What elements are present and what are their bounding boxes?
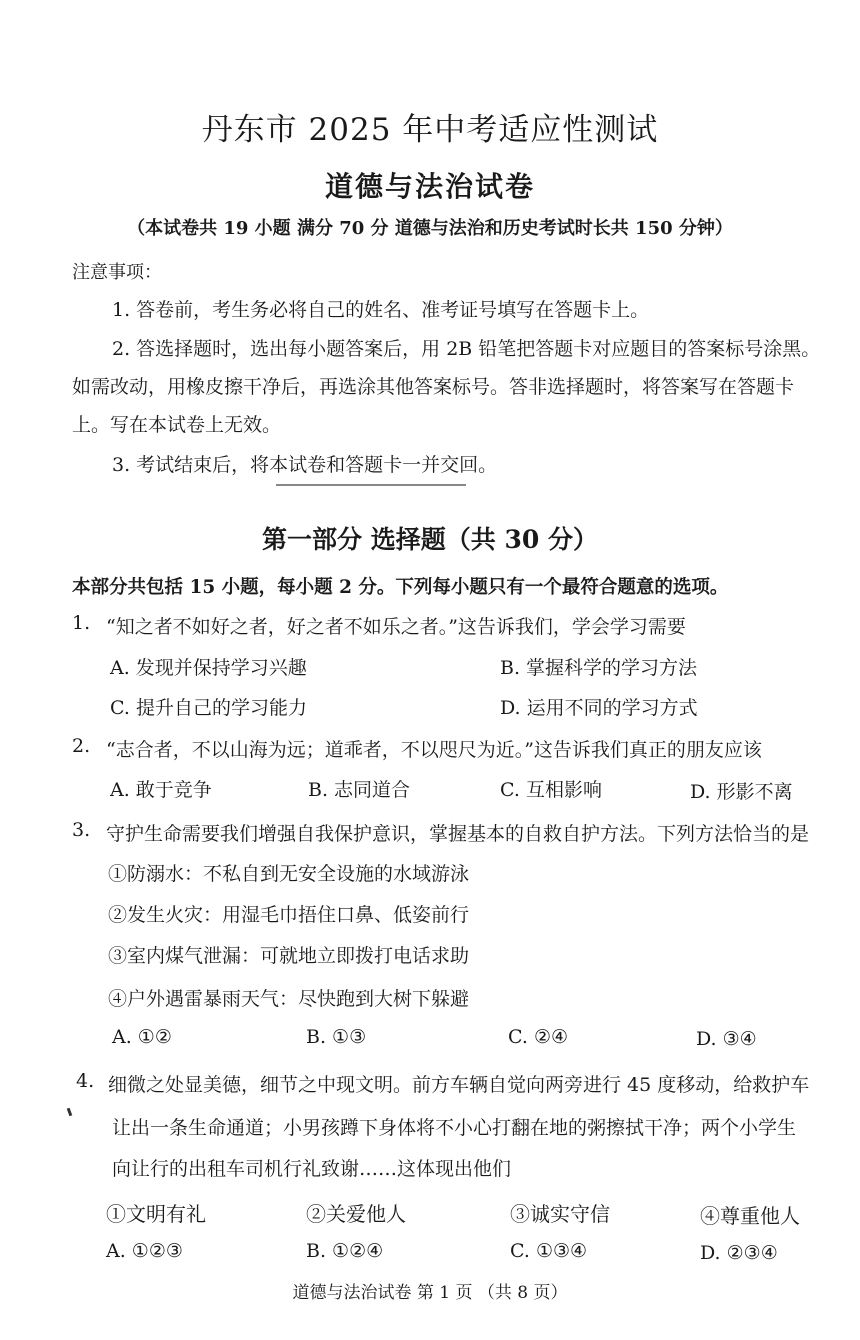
page-footer: 道德与法治试卷 第 1 页 （共 8 页） — [292, 1283, 568, 1303]
q3-statement-1: ①防溺水：不私自到无安全设施的水域游泳 — [108, 863, 470, 885]
q3-statement-3: ③室内煤气泄漏：可就地立即拨打电话求助 — [108, 945, 470, 967]
divider-line — [276, 484, 466, 486]
subject-title: 道德与法治试卷 — [324, 170, 535, 203]
notice-item-1: 1. 答卷前，考生务必将自己的姓名、准考证号填写在答题卡上。 — [112, 299, 650, 321]
q3-option-b: B. ①③ — [306, 1026, 367, 1048]
q3-option-c: C. ②④ — [508, 1026, 569, 1048]
notice-item-2-line-3: 上。写在本试卷上无效。 — [72, 414, 282, 436]
q1-number: 1. — [72, 612, 91, 634]
exam-title: 丹东市 2025 年中考适应性测试 — [201, 112, 659, 148]
q4-statement-4: ④尊重他人 — [700, 1204, 800, 1228]
q4-stem-line-1: 细微之处显美德，细节之中现文明。前方车辆自觉向两旁进行 45 度移动，给救护车 — [108, 1074, 810, 1096]
notice-item-3: 3. 考试结束后，将本试卷和答题卡一并交回。 — [112, 454, 498, 476]
q2-option-b: B. 志同道合 — [308, 779, 411, 801]
q3-stem: 守护生命需要我们增强自我保护意识，掌握基本的自救自护方法。下列方法恰当的是 — [106, 823, 810, 845]
q3-number: 3. — [72, 819, 91, 841]
exam-info: （本试卷共 19 小题 满分 70 分 道德与法治和历史考试时长共 150 分钟） — [127, 218, 733, 239]
q2-option-c: C. 互相影响 — [500, 779, 602, 801]
q4-option-d: D. ②③④ — [700, 1242, 778, 1264]
q1-option-d: D. 运用不同的学习方式 — [500, 697, 698, 719]
q3-statement-4: ④户外遇雷暴雨天气：尽快跑到大树下躲避 — [108, 988, 470, 1010]
q3-option-d: D. ③④ — [696, 1028, 757, 1050]
notice-item-2-line-1: 2. 答选择题时，选出每小题答案后，用 2B 铅笔把答题卡对应题目的答案标号涂黑。 — [112, 338, 821, 360]
q2-option-a: A. 敢于竞争 — [110, 779, 212, 801]
q3-statement-2: ②发生火灾：用湿毛巾捂住口鼻、低姿前行 — [108, 904, 470, 926]
q1-option-a: A. 发现并保持学习兴趣 — [110, 657, 307, 679]
q4-option-c: C. ①③④ — [510, 1240, 588, 1262]
scan-mark — [67, 1108, 73, 1117]
q4-stem-line-3: 向让行的出租车司机行礼致谢……这体现出他们 — [112, 1158, 512, 1180]
q2-option-d: D. 形影不离 — [690, 781, 793, 803]
q4-statement-1: ①文明有礼 — [106, 1202, 206, 1226]
part-1-intro: 本部分共包括 15 小题，每小题 2 分。下列每小题只有一个最符合题意的选项。 — [72, 577, 729, 598]
q4-number: 4. — [76, 1070, 95, 1092]
part-1-title: 第一部分 选择题（共 30 分） — [262, 525, 598, 554]
q4-statement-2: ②关爱他人 — [306, 1202, 406, 1226]
notice-heading: 注意事项： — [72, 262, 162, 283]
q4-option-a: A. ①②③ — [106, 1240, 183, 1262]
q1-option-b: B. 掌握科学的学习方法 — [500, 657, 698, 679]
q2-stem: “志合者，不以山海为远；道乖者，不以咫尺为近。”这告诉我们真正的朋友应该 — [106, 739, 762, 761]
q1-option-c: C. 提升自己的学习能力 — [110, 697, 307, 719]
q1-stem: “知之者不如好之者，好之者不如乐之者。”这告诉我们，学会学习需要 — [106, 616, 686, 638]
q4-statement-3: ③诚实守信 — [510, 1202, 610, 1226]
q2-number: 2. — [72, 735, 91, 757]
q4-option-b: B. ①②④ — [306, 1240, 384, 1262]
q3-option-a: A. ①② — [112, 1026, 172, 1048]
notice-item-2-line-2: 如需改动，用橡皮擦干净后，再选涂其他答案标号。答非选择题时，将答案写在答题卡 — [72, 376, 795, 398]
q4-stem-line-2: 让出一条生命通道；小男孩蹲下身体将不小心打翻在地的粥擦拭干净；两个小学生 — [112, 1117, 797, 1139]
